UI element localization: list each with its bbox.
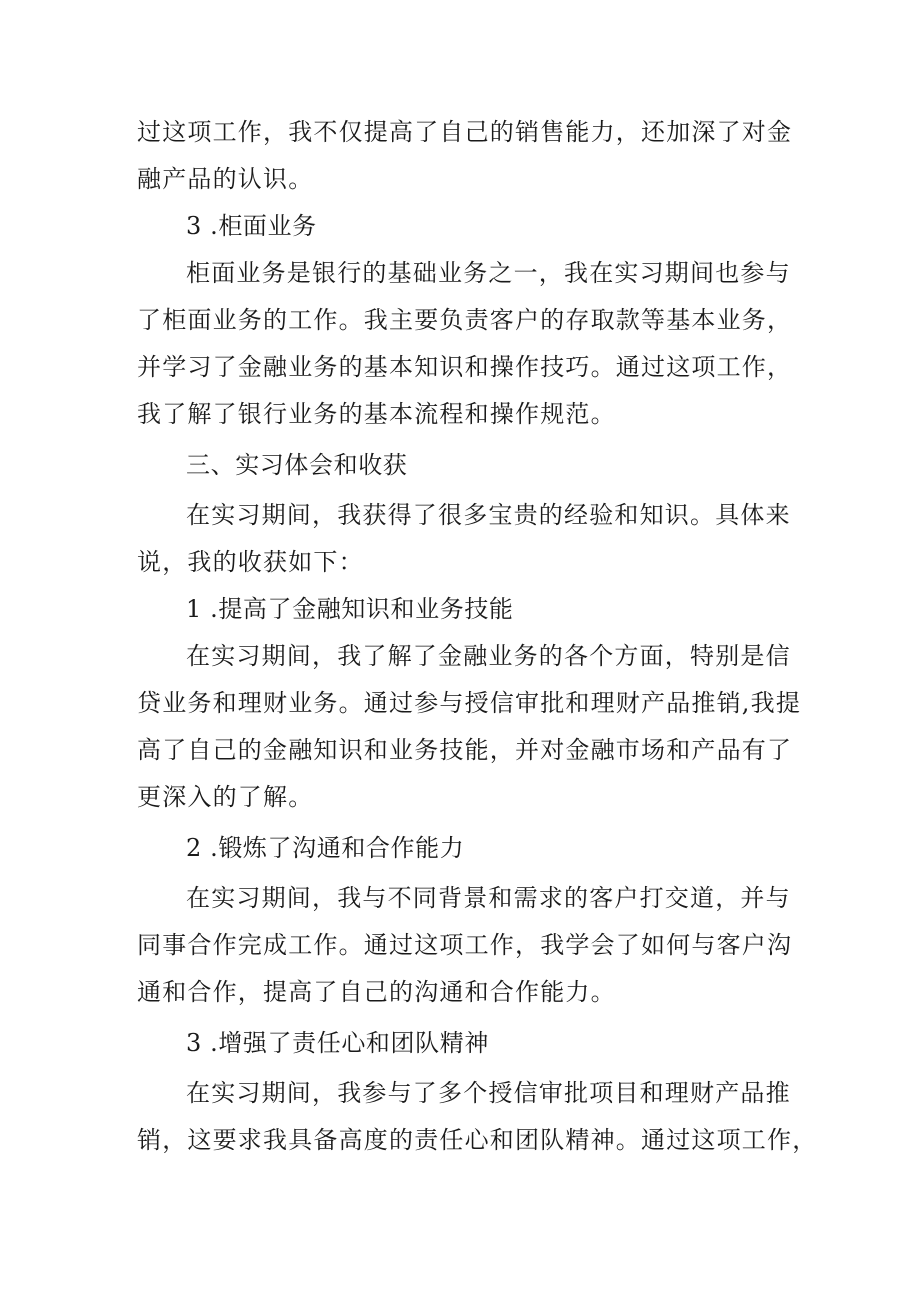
paragraph-line: 在实习期间，我了解了金融业务的各个方面，特别是信 <box>186 642 791 670</box>
paragraph-line: 了柜面业务的工作。我主要负责客户的存取款等基本业务， <box>137 306 793 334</box>
paragraph-line: 柜面业务是银行的基础业务之一，我在实习期间也参与 <box>186 259 791 287</box>
paragraph-line: 我了解了银行业务的基本流程和操作规范。 <box>137 400 616 428</box>
paragraph-line: 同事合作完成工作。通过这项工作，我学会了如何与客户沟 <box>137 931 793 959</box>
paragraph-line: 贷业务和理财业务。通过参与授信审批和理财产品推销,我提 <box>137 689 802 717</box>
section-heading: 1 .提高了金融知识和业务技能 <box>186 595 514 623</box>
section-heading: 2 .锻炼了沟通和合作能力 <box>186 834 465 862</box>
paragraph-line: 更深入的了解。 <box>137 783 314 811</box>
paragraph-line: 在实习期间，我获得了很多宝贵的经验和知识。具体来 <box>186 501 791 529</box>
paragraph-line: 融产品的认识。 <box>137 165 314 193</box>
section-heading: 3 .增强了责任心和团队精神 <box>186 1029 489 1057</box>
paragraph-line: 并学习了金融业务的基本知识和操作技巧。通过这项工作， <box>137 353 793 381</box>
section-heading: 3 .柜面业务 <box>186 212 317 240</box>
paragraph-line: 过这项工作，我不仅提高了自己的销售能力，还加深了对金 <box>137 118 793 146</box>
paragraph-line: 在实习期间，我与不同背景和需求的客户打交道，并与 <box>186 884 791 912</box>
paragraph-line: 销，这要求我具备高度的责任心和团队精神。通过这项工作， <box>137 1126 818 1154</box>
paragraph-line: 在实习期间，我参与了多个授信审批项目和理财产品推 <box>186 1079 791 1107</box>
paragraph-line: 高了自己的金融知识和业务技能，并对金融市场和产品有了 <box>137 736 793 764</box>
section-heading: 三、实习体会和收获 <box>186 451 408 479</box>
paragraph-line: 说，我的收获如下： <box>137 548 364 576</box>
paragraph-line: 通和合作，提高了自己的沟通和合作能力。 <box>137 978 616 1006</box>
